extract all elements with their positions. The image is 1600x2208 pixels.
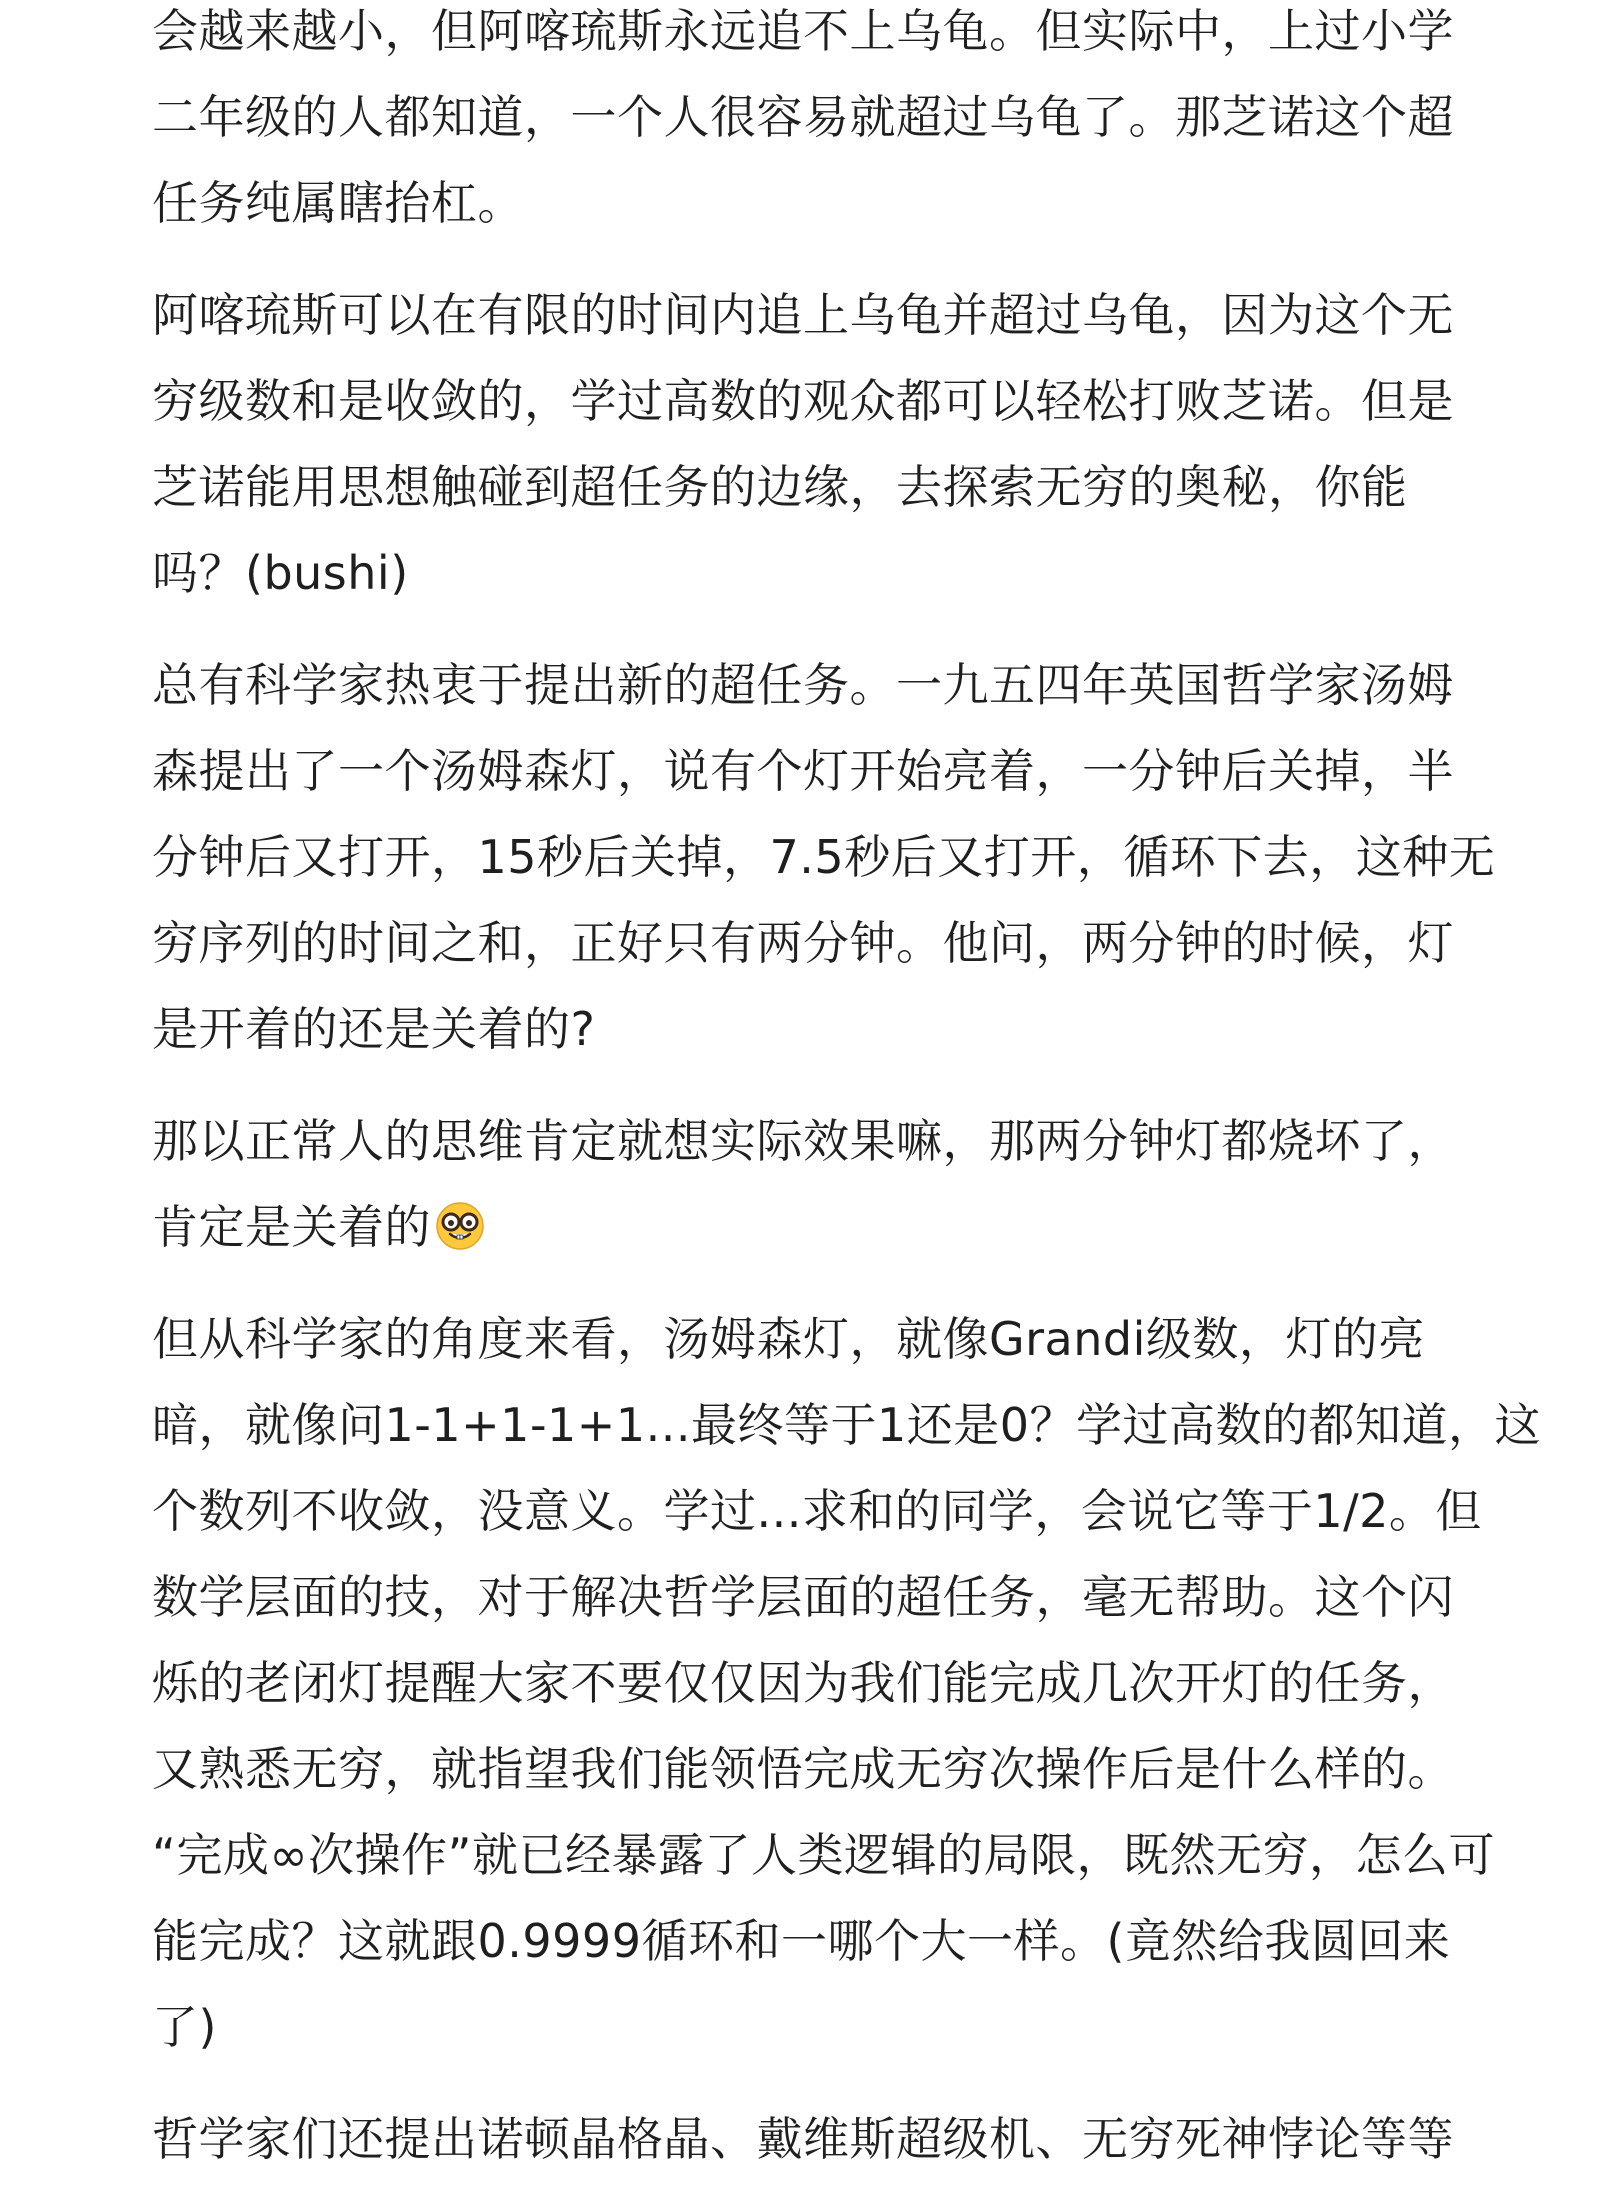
paragraph-6 — [152, 2096, 1472, 2182]
paragraph-line: 吗？(bushi) — [152, 546, 409, 600]
paragraph-line: 哲学家们还提出诺顿晶格晶、戴维斯超级机、无穷死神悖论等等 — [152, 2112, 1454, 2166]
article-body — [152, 0, 1542, 2208]
paragraph-line: 是开着的还是关着的? — [152, 1002, 596, 1056]
paragraph-line: 穷序列的时间之和，正好只有两分钟。他问，两分钟的时候，灯 — [152, 916, 1454, 970]
paragraph-4 — [152, 1098, 1472, 1270]
paragraph-line-text: 肯定是关着的 — [152, 1200, 431, 1254]
paragraph-1 — [152, 0, 1472, 246]
paragraph-2 — [152, 272, 1472, 616]
paragraph-line: 会越来越小，但阿喀琉斯永远追不上乌龟。但实际中，上过小学 — [152, 4, 1454, 58]
paragraph-line: 二年级的人都知道，一个人很容易就超过乌龟了。那芝诺这个超 — [152, 90, 1454, 144]
paragraph-3 — [152, 642, 1496, 1072]
paragraph-line: 能完成？这就跟0.9999循环和一哪个大一样。(竟然给我圆回来 — [152, 1914, 1451, 1968]
paragraph-line: 数学层面的技，对于解决哲学层面的超任务，毫无帮助。这个闪 — [152, 1570, 1454, 1624]
paragraph-line: 了) — [152, 2000, 217, 2054]
nerd-face-emoji-icon — [435, 1201, 485, 1251]
paragraph-line: 又熟悉无穷，就指望我们能领悟完成无穷次操作后是什么样的。 — [152, 1742, 1454, 1796]
paragraph-line: 分钟后又打开，15秒后关掉，7.5秒后又打开，循环下去，这种无 — [152, 830, 1496, 884]
paragraph-line: 芝诺能用思想触碰到超任务的边缘，去探索无穷的奥秘，你能 — [152, 460, 1408, 514]
paragraph-line: 烁的老闭灯提醒大家不要仅仅因为我们能完成几次开灯的任务， — [152, 1656, 1454, 1710]
paragraph-line: 森提出了一个汤姆森灯，说有个灯开始亮着，一分钟后关掉，半 — [152, 744, 1454, 798]
paragraph-line: 个数列不收敛，没意义。学过...求和的同学，会说它等于1/2。但 — [152, 1484, 1482, 1538]
paragraph-line: 穷级数和是收敛的，学过高数的观众都可以轻松打败芝诺。但是 — [152, 374, 1454, 428]
paragraph-line: 那以正常人的思维肯定就想实际效果嘛，那两分钟灯都烧坏了， — [152, 1114, 1454, 1168]
paragraph-line: “完成∞次操作”就已经暴露了人类逻辑的局限，既然无穷，怎么可 — [152, 1828, 1495, 1882]
paragraph-line: 阿喀琉斯可以在有限的时间内追上乌龟并超过乌龟，因为这个无 — [152, 288, 1454, 342]
paragraph-5 — [152, 1296, 1542, 2070]
paragraph-line: 总有科学家热衷于提出新的超任务。一九五四年英国哲学家汤姆 — [152, 658, 1454, 712]
paragraph-line: 暗，就像问1-1+1-1+1...最终等于1还是0？学过高数的都知道，这 — [152, 1398, 1542, 1452]
paragraph-line-with-emoji — [152, 1184, 1472, 1270]
paragraph-line: 但从科学家的角度来看，汤姆森灯，就像Grandi级数，灯的亮 — [152, 1312, 1425, 1366]
paragraph-line: 任务纯属瞎抬杠。 — [152, 176, 524, 230]
